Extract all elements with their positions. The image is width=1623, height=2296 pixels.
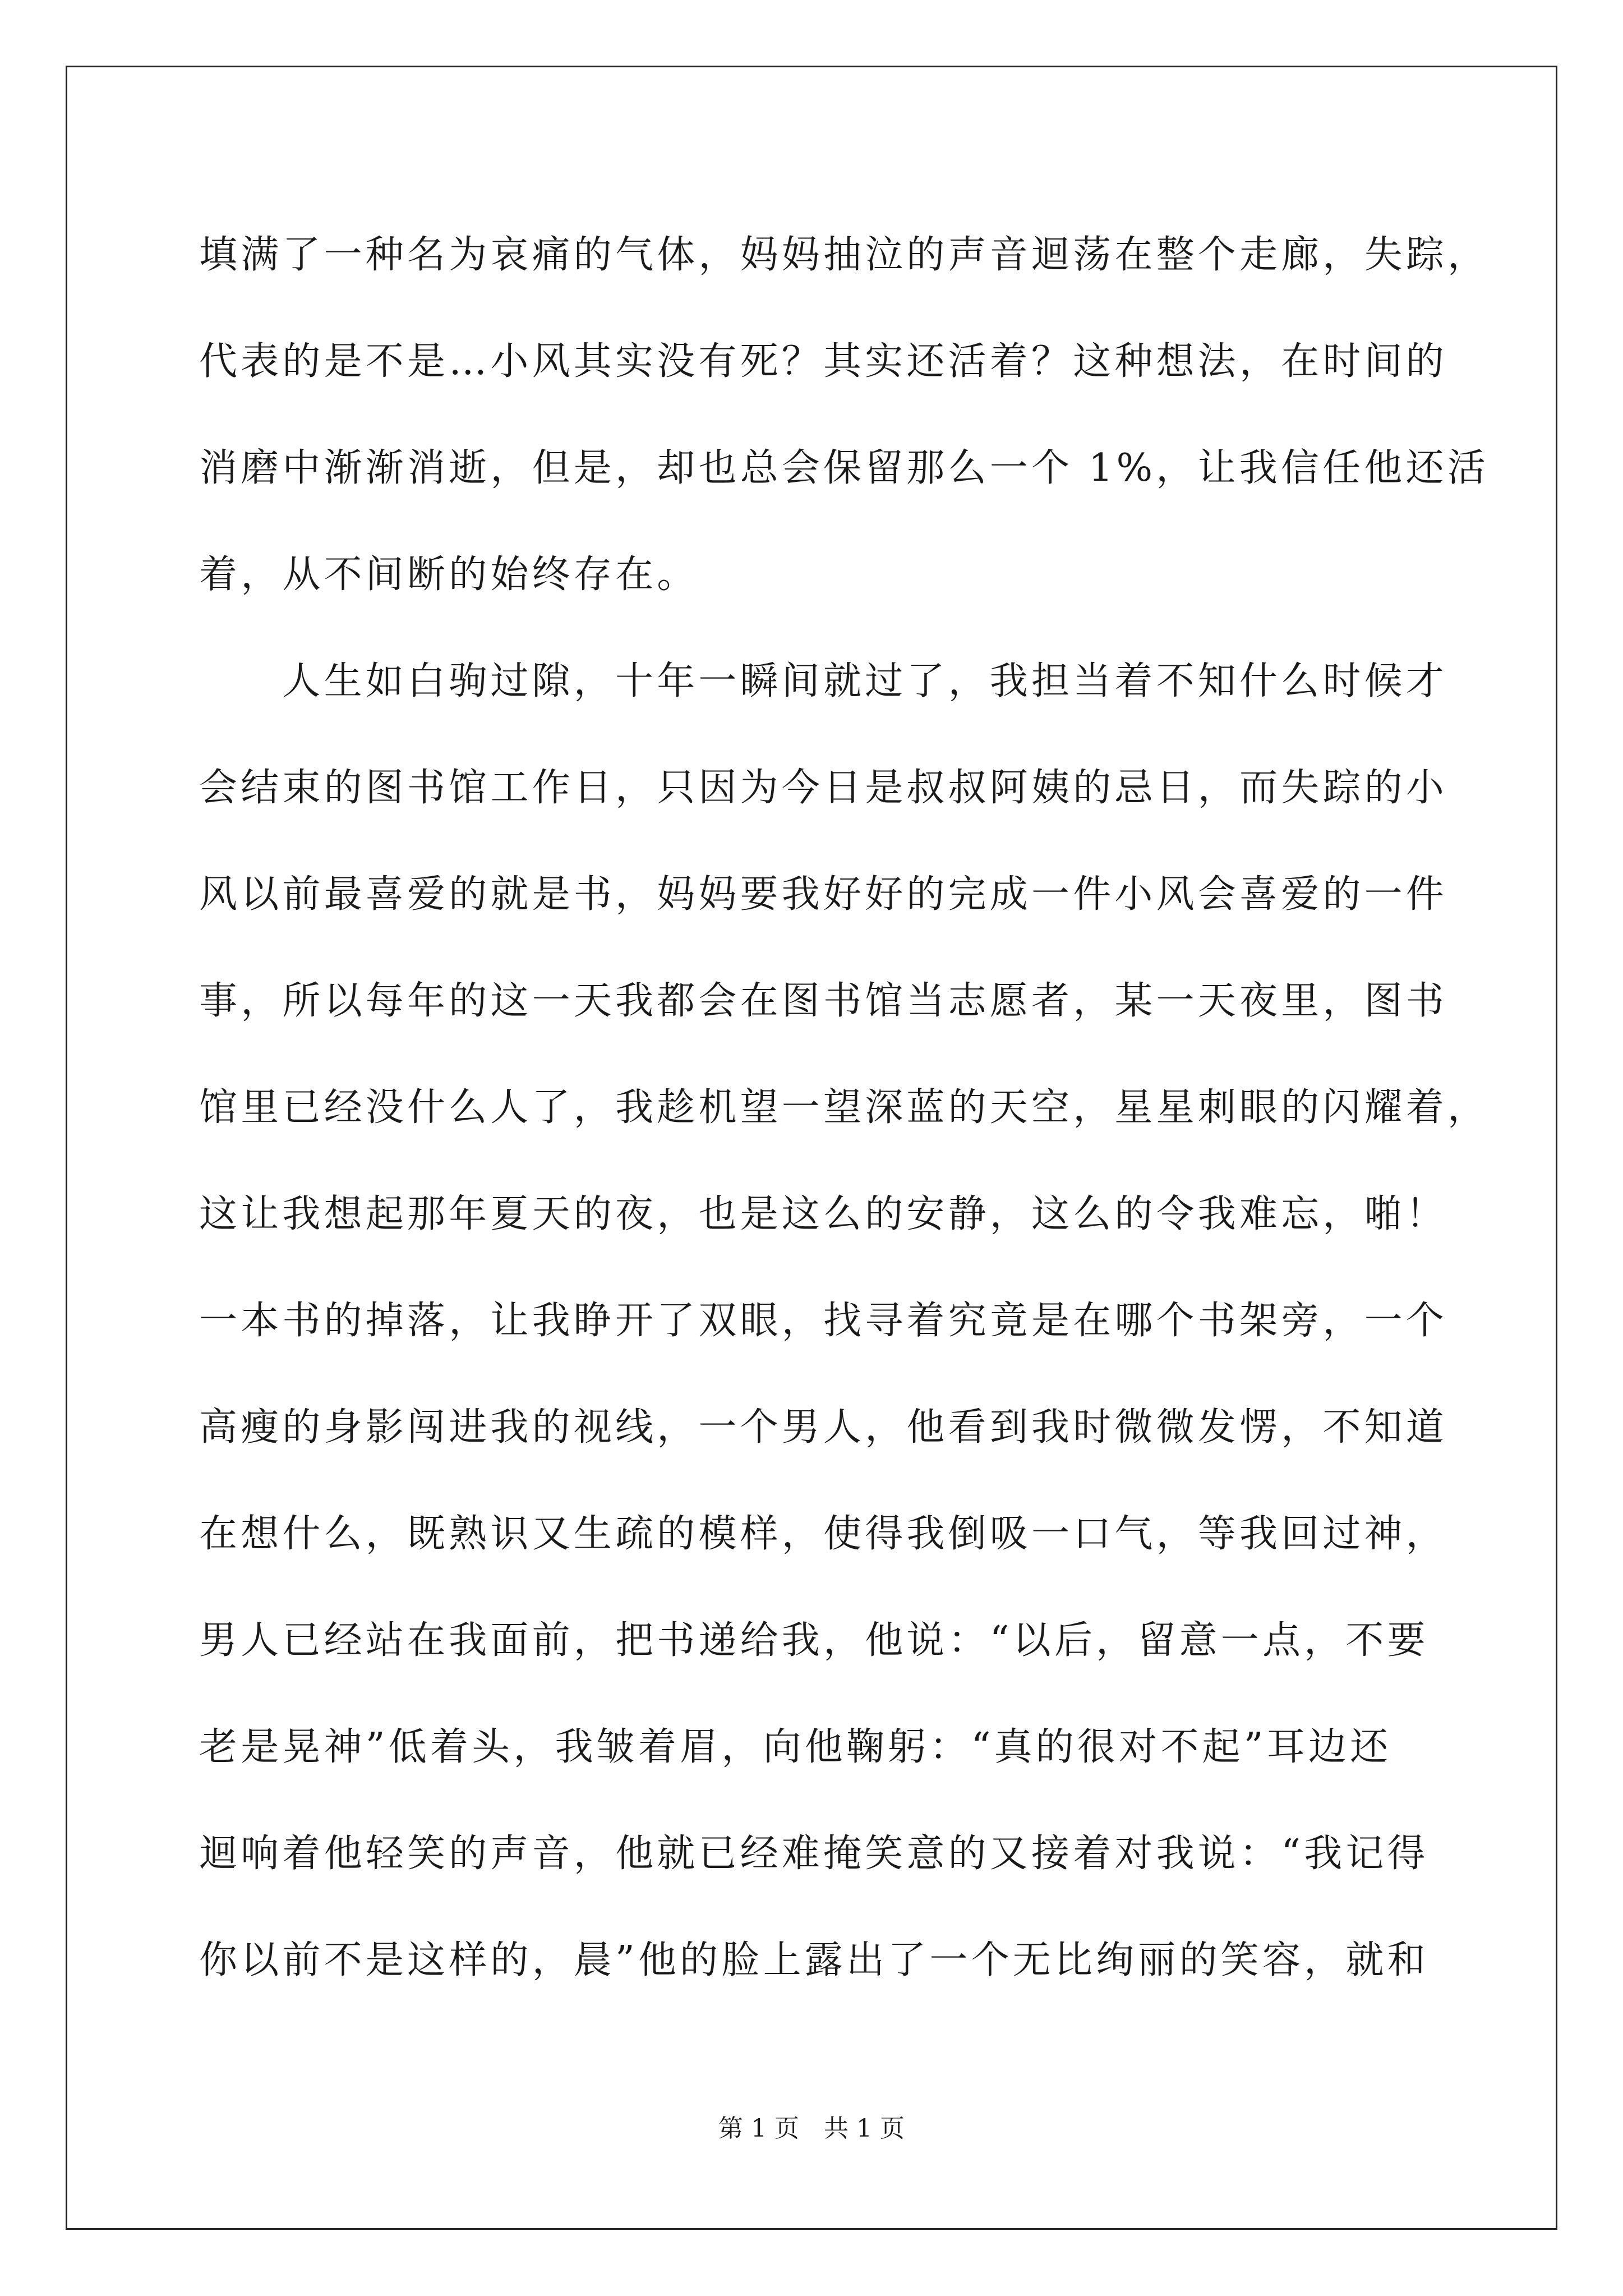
- text-line: 消磨中渐渐消逝，但是，却也总会保留那么一个 1%，让我信任他还活: [199, 446, 1489, 490]
- text-line: 事，所以每年的这一天我都会在图书馆当志愿者，某一天夜里，图书: [199, 979, 1448, 1023]
- page-footer: [0, 2112, 1623, 2146]
- text-line: 高瘦的身影闯进我的视线，一个男人，他看到我时微微发愣，不知道: [199, 1405, 1448, 1450]
- text-line: 人生如白驹过隙，十年一瞬间就过了，我担当着不知什么时候才: [199, 659, 1448, 703]
- text-line: 着，从不间断的始终存在。: [199, 553, 699, 597]
- text-line: 代表的是不是…小风其实没有死？其实还活着？这种想法，在时间的: [199, 339, 1448, 384]
- text-line: 你以前不是这样的，晨”他的脸上露出了一个无比绚丽的笑容，就和: [199, 1938, 1429, 1982]
- document-body: [199, 202, 1490, 2014]
- text-line: 迴响着他轻笑的声音，他就已经难掩笑意的又接着对我说：“我记得: [199, 1832, 1429, 1876]
- text-line: 馆里已经没什么人了，我趁机望一望深蓝的天空，星星刺眼的闪耀着，: [199, 1085, 1490, 1130]
- page-number: 第 1 页: [718, 2114, 799, 2143]
- text-line: 风以前最喜爱的就是书，妈妈要我好好的完成一件小风会喜爱的一件: [199, 872, 1448, 917]
- text-line: 老是晃神”低着头，我皱着眉，向他鞠躬：“真的很对不起”耳边还: [199, 1725, 1392, 1769]
- text-line: 一本书的掉落，让我睁开了双眼，找寻着究竟是在哪个书架旁，一个: [199, 1299, 1448, 1343]
- text-line: 男人已经站在我面前，把书递给我，他说：“以后，留意一点，不要: [199, 1618, 1429, 1663]
- text-line: 在想什么，既熟识又生疏的模样，使得我倒吸一口气，等我回过神，: [199, 1512, 1448, 1556]
- page-total: 共 1 页: [824, 2114, 905, 2143]
- text-line: 填满了一种名为哀痛的气体，妈妈抽泣的声音迴荡在整个走廊，失踪，: [199, 233, 1490, 277]
- text-line: 这让我想起那年夏天的夜，也是这么的安静，这么的令我难忘，啪！: [199, 1192, 1448, 1236]
- text-line: 会结束的图书馆工作日，只因为今日是叔叔阿姨的忌日，而失踪的小: [199, 766, 1448, 810]
